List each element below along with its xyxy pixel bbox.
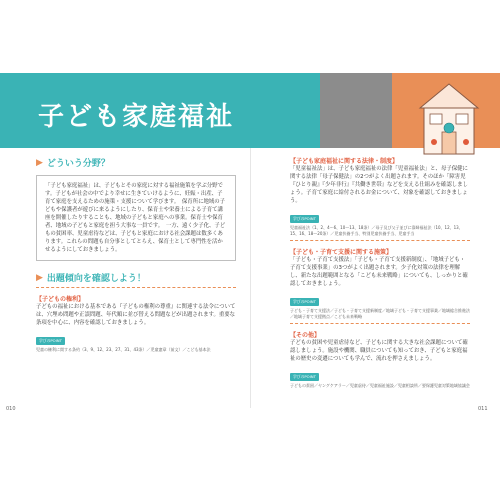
- box-title: 【子ども・子育て支援に関する施策】: [290, 249, 393, 256]
- page-number-left: 010: [6, 406, 16, 412]
- point-text: 子ども・子育て支援法／子ども・子育て支援新制度／地域子ども・子育て支援事業／地域総合推進法／地域子育て支援拠点／こども未来戦略: [290, 308, 470, 319]
- dashed-divider: [36, 287, 236, 288]
- point-badge: 学びのPOINT: [290, 215, 319, 223]
- right-column: [290, 156, 470, 389]
- point-text: 児童福祉法（1、2、4〜6、10〜13、18条）／母子及び父子並びに寡婦福祉法（10、12、13、15、16、18〜20条）／児童扶養手当、特別児童扶養手当、児童手当: [290, 225, 463, 236]
- house-illustration-icon: [410, 78, 488, 160]
- intro-text: 「子ども家庭福祉」は、子どもとその家庭に対する福祉施策を学ぶ分野です。子どもが社会の中でより幸せに生きていけるように、妊娠・出産、子育て家庭を支えるための施策・支援について学びます。 保育所に地域の子どもや保護者が遊びに来るようにしたり、保育士や栄養士による子育て講座を開催したりすることも、地域の子どもと家庭への事業。保育士や保育者、地域の子どもと家庭を担う大事な一員です。 一方、遠く少子化、子どもの貧困率、児童虐待などは、子どもと家庭における社会課題は数多くあります。これらの問題も自分事としてとらえ、保育士として専門性を活かせるようにしておきましょう。: [45, 183, 226, 253]
- chevron-right-icon: ▶: [36, 272, 43, 283]
- box-title: 【子ども家庭福祉に関する法律・制度】: [290, 158, 399, 165]
- box-text: 子どもの貧困や児童虐待など、子どもに関する大きな社会課題について確認しましょう。施設や機関、職員についても知っておき、子どもと家庭福祉の歴史の変遷についても学んで、流れを押さえましょう。: [290, 340, 468, 362]
- page-number-right: 011: [478, 406, 488, 412]
- dashed-divider: [290, 240, 470, 241]
- box-text: 「子ども・子育て支援法」「子ども・子育て支援新制度」、「地域子ども・子育て支援事業」の3つがよく出題されます。少子化対策の法律を理解し、新たな出題範囲となる「こども未来戦略」についても、しっかりと確認しておきましょう。: [290, 257, 468, 287]
- point-badge: 学びのPOINT: [36, 337, 65, 345]
- page-gutter: [250, 148, 251, 408]
- box-text: 子どもの福祉における基本である『子どもの権利の尊重』に関連する法令については、穴埋め問題や正誤問題、年代順に並び替える問題などが出題されます。重要な条項を中心に、内容を確認しておきましょう。: [36, 304, 236, 326]
- section-heading: ▶ 出題傾向を確認しよう！: [36, 272, 146, 284]
- box-title: 【その他】: [290, 332, 321, 339]
- box-text: 「児童福祉法」は、子ども家庭福祉の法律「児童福祉法」と、母子保健に関する法律「母子保健法」の2つがよく出題されます。そのほか「障害児『ひとり親』『少年非行』『共働き世帯』などを支える仕組みを確認しましょう。子育て家庭に給付されるお金について、対象を確認しておきましょう。: [290, 166, 468, 204]
- point-text: 児童の権利に関する条約（3、9、12、23、27、31、43条）／児童憲章（前文）／こども基本法: [36, 347, 211, 352]
- box-title: 【子どもの権利】: [36, 296, 85, 303]
- chevron-right-icon: ▶: [36, 157, 43, 168]
- left-column: [36, 156, 236, 353]
- banner-gray-block: [320, 73, 392, 148]
- point-badge: 学びのPOINT: [290, 373, 319, 381]
- dashed-divider: [290, 323, 470, 324]
- intro-box: [36, 175, 236, 261]
- section-heading: ▶ どういう分野？: [36, 157, 110, 169]
- page-title: 子ども家庭福祉: [38, 102, 235, 132]
- point-badge: 学びのPOINT: [290, 298, 319, 306]
- point-text: 子どもの貧困／ヤングケアラー／児童虐待／児童福祉施設／児童相談所／要保護児童対策地域協議会: [290, 383, 470, 388]
